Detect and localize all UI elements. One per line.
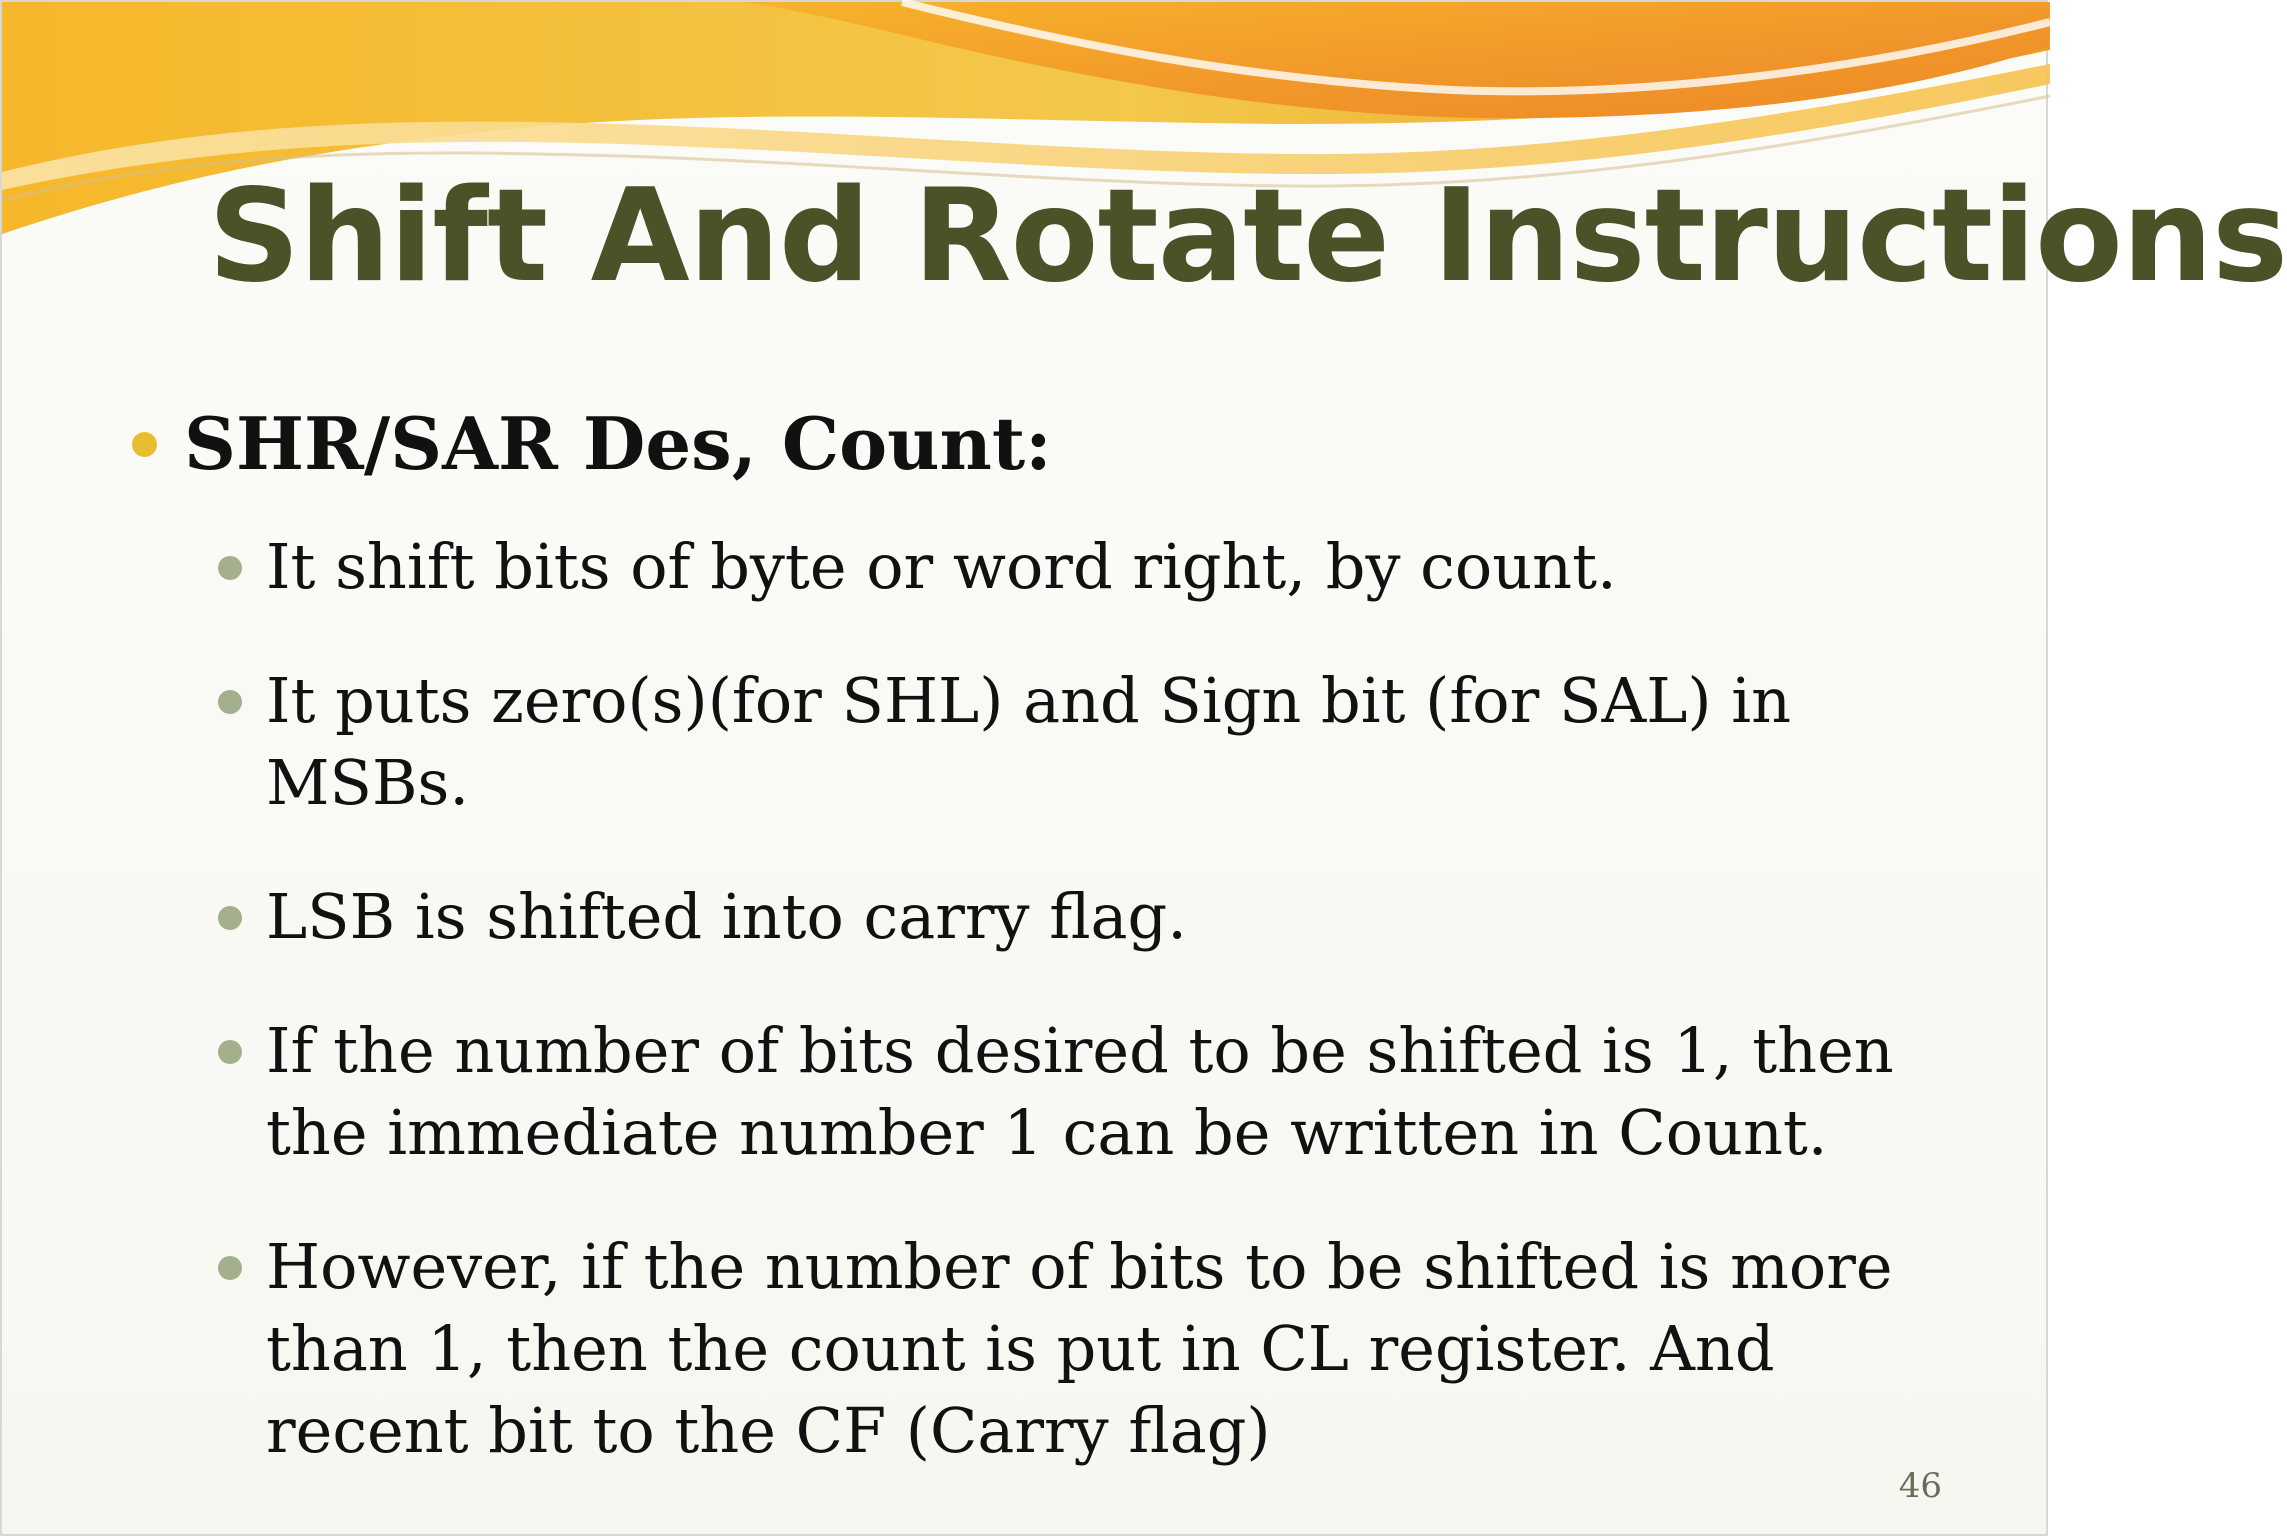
sub-bullet-item [218,660,1918,824]
sub-bullet-text: However, if the number of bits to be shifted is more than 1, then the count is put in CL register. And recent bit to the CF (Carry flag) [266,1230,1893,1467]
sub-bullet-text: LSB is shifted into carry flag. [266,880,1187,953]
sub-bullet-item [218,1010,1918,1174]
bullet-icon [218,1040,242,1064]
bullet-icon [218,690,242,714]
slide-title: Shift And Rotate Instructions [208,162,2287,311]
main-bullet-text: SHR/SAR Des, Count: [184,401,1052,486]
main-bullet-item [132,400,1962,488]
sub-bullet-item [218,526,1918,608]
bullet-icon [218,1256,242,1280]
sub-bullet-text: If the number of bits desired to be shifted is 1, then the immediate number 1 can be written in Count. [266,1014,1894,1169]
bullet-icon [218,556,242,580]
sub-bullet-item [218,876,1918,958]
sub-bullet-item [218,1226,1918,1472]
bullet-icon [132,432,157,457]
slide-content [132,400,1962,1524]
page-number: 46 [1898,1466,1942,1506]
bullet-icon [218,906,242,930]
sub-bullet-text: It shift bits of byte or word right, by count. [266,530,1617,603]
sub-bullet-text: It puts zero(s)(for SHL) and Sign bit (for SAL) in MSBs. [266,664,1792,819]
